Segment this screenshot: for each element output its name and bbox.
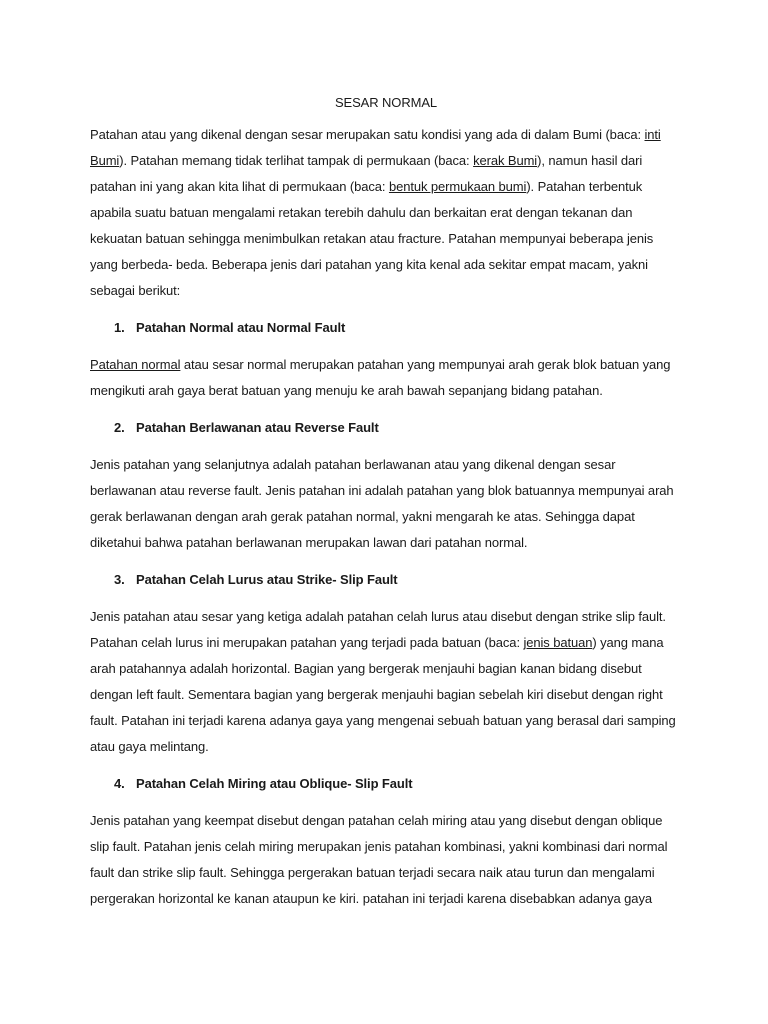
section-4-heading xyxy=(90,772,682,796)
section-1-heading-text: Patahan Normal atau Normal Fault xyxy=(136,320,346,335)
section-4-paragraph: Jenis patahan yang keempat disebut dengan patahan celah miring atau yang disebut dengan oblique slip fault. Patahan jenis celah miring merupakan jenis patahan kombinasi, yakni kombinasi dari normal fault dan strike slip fault. Sehingga pergerakan batuan terjadi secara naik atau turun dan mengalami pergerakan horizontal ke kanan ataupun ke kiri. patahan ini terjadi karena disebabkan adanya gaya xyxy=(90,813,668,906)
bentuk-permukaan-bumi-link[interactable]: bentuk permukaan bumi xyxy=(388,179,527,194)
section-3-text-1: Jenis patahan atau sesar yang ketiga adalah patahan celah lurus atau disebut dengan strike slip fault. Patahan celah lurus ini merupakan patahan yang terjadi pada batuan (baca: xyxy=(90,609,666,650)
inti-bumi-link[interactable]: inti Bumi xyxy=(90,127,661,168)
document-body xyxy=(90,92,682,924)
section-2-heading-text: Patahan Berlawanan atau Reverse Fault xyxy=(136,420,379,435)
section-4-number: 4. xyxy=(114,776,125,791)
document-title: SESAR NORMAL xyxy=(334,95,438,110)
kerak-bumi-link[interactable]: kerak Bumi xyxy=(473,153,538,168)
section-1-heading xyxy=(90,316,682,340)
section-2-paragraph: Jenis patahan yang selanjutnya adalah patahan berlawanan atau yang dikenal dengan sesar berlawanan atau reverse fault. Jenis patahan ini adalah patahan yang blok batuannya mempunyai arah gerak berlawanan dengan arah gerak patahan normal, yakni mengarah ke atas. Sehingga dapat diketahui bahwa patahan berlawanan merupakan lawan dari patahan normal. xyxy=(90,457,674,550)
section-3-paragraph xyxy=(90,604,682,760)
jenis-batuan-link[interactable]: jenis batuan xyxy=(523,635,593,650)
section-3-heading-text: Patahan Celah Lurus atau Strike- Slip Fault xyxy=(136,572,398,587)
section-3-number: 3. xyxy=(114,572,125,587)
section-4-heading-text: Patahan Celah Miring atau Oblique- Slip Fault xyxy=(136,776,413,791)
intro-text-2: ). Patahan memang tidak terlihat tampak di permukaan (baca: xyxy=(119,153,474,168)
intro-paragraph xyxy=(90,122,682,304)
section-2-number: 2. xyxy=(114,420,125,435)
section-2-heading xyxy=(90,416,682,440)
intro-text-3: ), namun hasil dari patahan ini yang akan kita lihat di permukaan (baca: xyxy=(90,153,643,194)
section-3-heading xyxy=(90,568,682,592)
patahan-normal-link[interactable]: Patahan normal xyxy=(90,357,181,372)
section-1-number: 1. xyxy=(114,320,125,335)
section-1-text: atau sesar normal merupakan patahan yang mempunyai arah gerak blok batuan yang mengikuti arah gaya berat batuan yang menuju ke arah bawah sepanjang bidang patahan. xyxy=(90,357,671,398)
section-1-paragraph xyxy=(90,352,682,404)
intro-text-4: ). Patahan terbentuk apabila suatu batuan mengalami retakan terebih dahulu dan berkaitan erat dengan tekanan dan kekuatan batuan sehingga menimbulkan retakan atau fracture. Patahan mempunyai beberapa jenis yang berbeda- beda. Beberapa jenis dari patahan yang kita kenal ada sekitar empat macam, yakni sebagai berikut: xyxy=(90,179,654,298)
intro-text-1: Patahan atau yang dikenal dengan sesar merupakan satu kondisi yang ada di dalam Bumi (baca: xyxy=(90,127,645,142)
section-3-text-2: ) yang mana arah patahannya adalah horizontal. Bagian yang bergerak menjauhi bagian kanan bidang disebut dengan left fault. Sementara bagian yang bergerak menjauhi bagian sebelah kiri disebut dengan right fault. Patahan ini terjadi karena adanya gaya yang mengenai sebuah batuan yang berasal dari samping atau gaya melintang. xyxy=(90,635,676,754)
